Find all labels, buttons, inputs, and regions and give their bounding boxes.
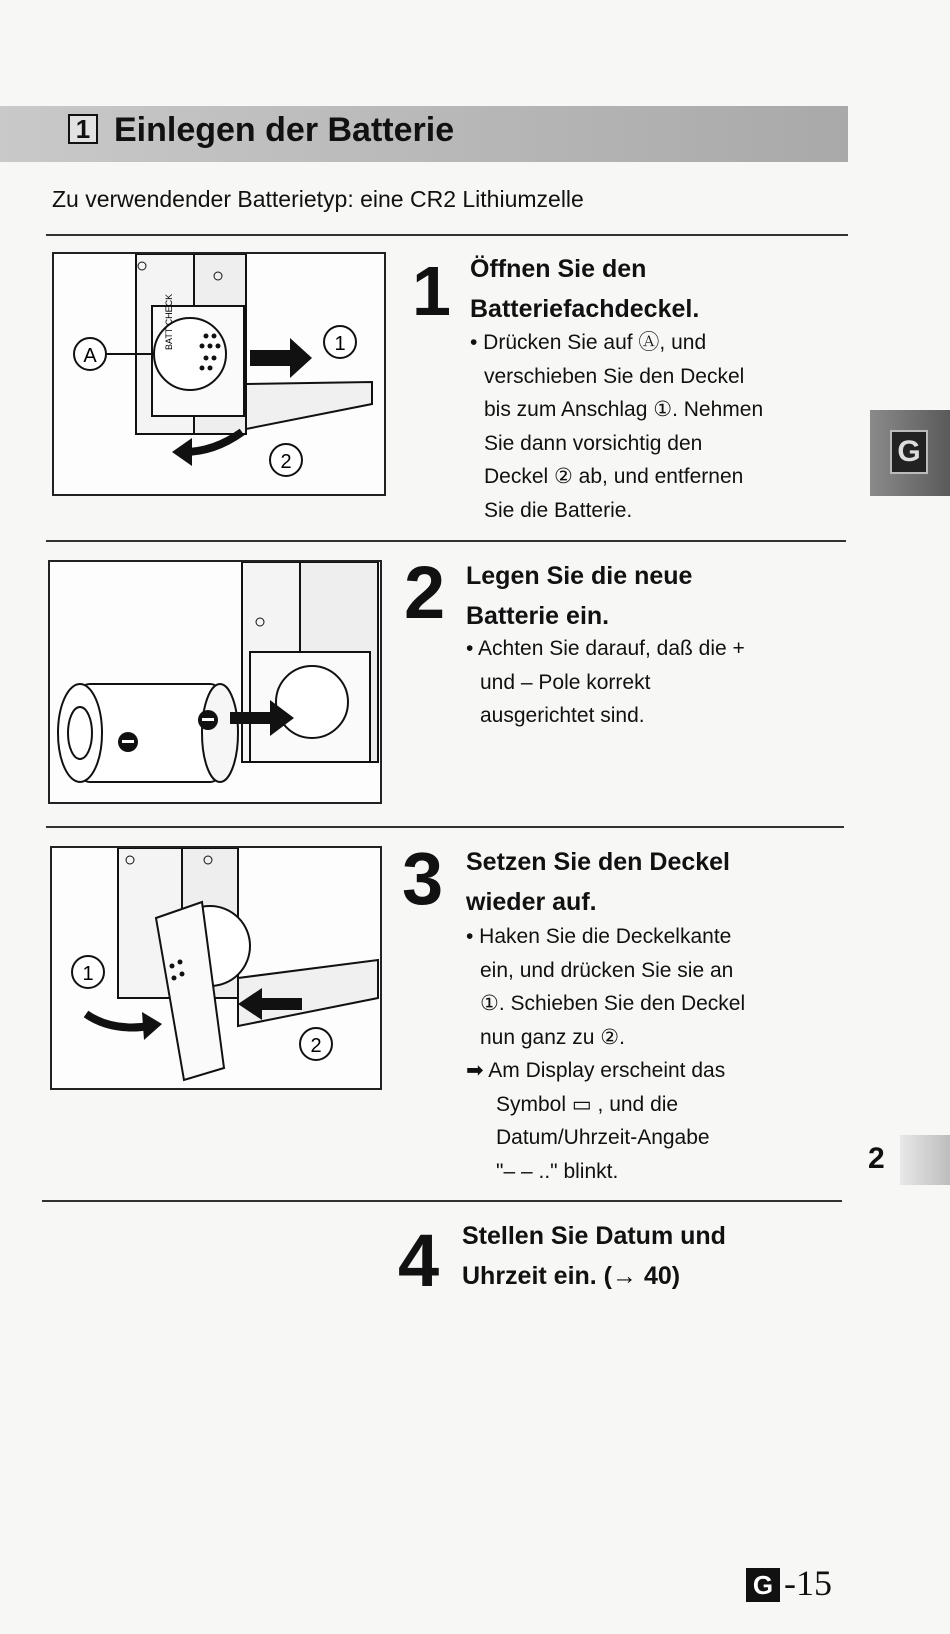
battery-type-note: Zu verwendender Batterietyp: eine CR2 Lithiumzelle [52, 186, 584, 212]
figure-label-2: 2 [310, 1035, 322, 1057]
step-3-figure [50, 846, 382, 1090]
step-2-figure [48, 560, 382, 804]
close-cover-illustration [52, 848, 380, 1088]
step-1-number: 1 [412, 252, 451, 330]
step-3-text: • Haken Sie die Deckelkante ein, und drücken Sie sie an ①. Schieben Sie den Deckel nun ganz zu ②. ➡ Am Display erscheint das Symbol ▭ , und die Datum/Uhrzeit-Angabe "– – .." blinkt. [466, 925, 746, 1183]
language-tab-letter: G [890, 430, 928, 474]
step-2-title: Legen Sie die neue Batterie ein. [466, 562, 693, 630]
step-1-text: • Drücken Sie auf Ⓐ, und verschieben Sie den Deckel bis zum Anschlag ①. Nehmen Sie dann vorsichtig den Deckel ② ab, und entfernen Sie die Batterie. [470, 331, 764, 522]
batt-check-label: BATT CHECK [164, 293, 174, 350]
insert-battery-illustration [50, 562, 380, 802]
section-number-box: 1 [68, 114, 98, 144]
step-4-number: 4 [398, 1219, 440, 1302]
figure-label-a: A [83, 345, 97, 367]
step-2-text: • Achten Sie darauf, daß die + und – Pole korrekt ausgerichtet sind. [466, 637, 745, 727]
step-1-title: Öffnen Sie den Batteriefachdeckel. [470, 255, 700, 323]
figure-label-2: 2 [280, 451, 292, 473]
step-4-title: Stellen Sie Datum und Uhrzeit ein. (→ 40) [462, 1222, 726, 1290]
page-number: -15 [784, 1563, 832, 1603]
step-1-figure [52, 252, 386, 496]
step-3-number: 3 [402, 837, 444, 920]
page-prefix-box: G [746, 1568, 780, 1602]
camera-open-cover-illustration [54, 254, 384, 494]
divider [46, 540, 846, 542]
step-2-number: 2 [404, 551, 446, 634]
figure-label-1: 1 [82, 963, 94, 985]
divider [46, 234, 848, 236]
divider [42, 1200, 842, 1202]
chapter-number: 2 [868, 1142, 885, 1175]
section-title: Einlegen der Batterie [114, 111, 455, 149]
step-3-title: Setzen Sie den Deckel wieder auf. [466, 848, 731, 916]
divider [46, 826, 844, 828]
chapter-band [900, 1135, 950, 1185]
figure-label-1: 1 [334, 333, 346, 355]
